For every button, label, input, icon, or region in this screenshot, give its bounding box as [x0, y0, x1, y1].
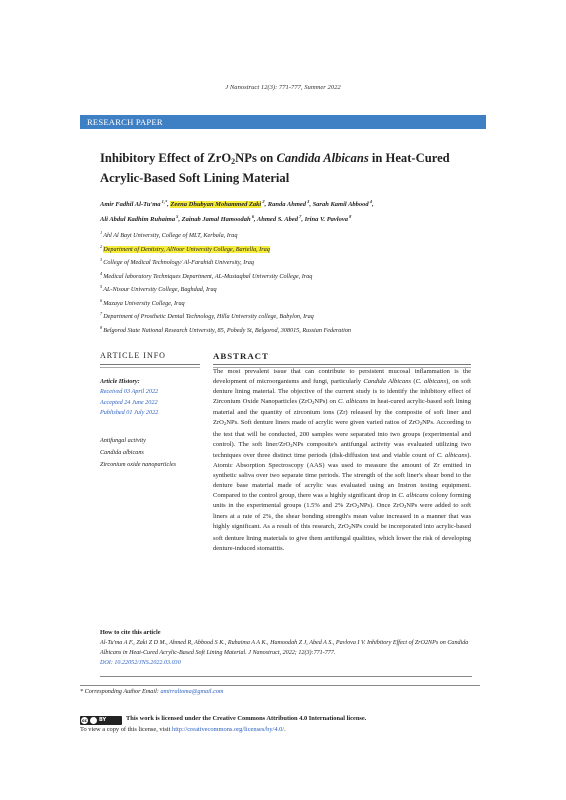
affiliation-number: 5 — [100, 284, 103, 289]
affiliation-text: Medical laboratory Techniques Department, AL-Mustaqbal University College, Iraq — [103, 272, 313, 280]
divider — [80, 685, 480, 686]
article-type-banner: RESEARCH PAPER — [80, 115, 486, 129]
author-name: Amir Fadhil Al-Tu'ma — [100, 201, 161, 209]
license-link-line: To view a copy of this license, visit http://creativecommons.org/licenses/by/4.0/. — [80, 726, 286, 733]
affiliation-text: College of Medical Technology/ Al-Farahidi University, Iraq — [103, 259, 254, 267]
affiliation-text: AL-Nisour University College, Baghdad, Iraq — [103, 286, 217, 294]
affiliation-number: 1 — [100, 230, 103, 235]
author-affiliation-marker: 7 — [298, 214, 302, 220]
author-affiliation-marker: 6 — [250, 214, 254, 220]
author-affiliation-marker: 3 — [306, 199, 310, 204]
author-affiliation-marker: 4 — [368, 199, 372, 204]
affiliation-item — [100, 226, 480, 240]
author-name: Ahmed S. Abed — [256, 216, 299, 224]
corresponding-author: * Corresponding Author Email: amirraltoma@gmail.com — [80, 688, 224, 695]
affiliation-number: 7 — [100, 311, 103, 316]
license-statement: This work is licensed under the Creative Commons Attribution 4.0 International license. — [126, 715, 367, 722]
author-affiliation-marker: 2 — [261, 199, 265, 204]
license-url-link[interactable]: http://creativecommons.org/licenses/by/4.0/ — [172, 726, 285, 733]
author-name: Ali Abdul Kadhim Ruhaima — [100, 216, 176, 224]
keyword: Antifungal activity — [100, 437, 146, 444]
history-published: Published 01 July 2022 — [100, 408, 159, 416]
affiliation-item — [100, 321, 480, 335]
keyword: Candida albicans — [100, 448, 144, 456]
license-badge-label: BY — [99, 717, 107, 723]
affiliation-text: Ahl Al Bayt University, College of MLT, Kerbala, Iraq — [103, 232, 238, 240]
article-history-heading: Article History: — [100, 378, 140, 385]
author-name: Zainab Jamal Hamoodah — [181, 216, 251, 224]
citation-text: Al-Tu'ma A F., Zaki Z D M., Ahmed R, Abbood S K., Ruhaima A A K., Hamoodah Z J, Abed A S., Pavlova I V. Inhibitory Effect of ZrO2NPs on Candida Albicans in Heat-Cured Acrylic-Based Soft Lining Material. J Nanostruct, 2022; 12(3):771-777. DOI: 10.22052/JNS.2022.03.030 — [100, 640, 469, 666]
affiliation-number: 4 — [100, 270, 103, 276]
doi-link[interactable]: DOI: 10.22052/JNS.2022.03.030 — [100, 660, 181, 666]
keyword: Zirconium oxide nanoparticles — [100, 460, 177, 468]
cc-icon: cc — [82, 718, 87, 723]
affiliation-item — [100, 240, 480, 254]
keyword-list — [100, 435, 215, 470]
affiliation-number: 6 — [100, 297, 103, 303]
history-received: Received 03 April 2022 — [100, 388, 159, 396]
affiliation-number: 8 — [100, 324, 103, 330]
affiliation-item — [100, 307, 480, 321]
journal-reference: J Nanostruct 12(3): 771-777, Summer 2022 — [225, 84, 341, 91]
affiliation-text: Department of Prosthetic Dental Technology, Hilla University college, Babylon, Iraq — [103, 313, 314, 321]
divider — [100, 364, 200, 365]
email-link[interactable]: amirraltoma@gmail.com — [160, 688, 224, 695]
affiliation-item — [100, 294, 480, 308]
author-list: Amir Fadhil Al-Tu'ma $^{1,*}$, Zeena Dhubyan Mohammed Zaki $^2$, Randa Ahmed $^3$, Sarah Kamil Abbood $^4$, Ali Abdul Kadhim Ruhaima $^5$, Zainab Jamal Hamoodah $^6$, Ahmed S. Abed $^7$, Irina V. Pavlova $^8$ — [100, 199, 374, 224]
article-info-heading: ARTICLE INFO — [100, 351, 166, 360]
affiliation-text: Mazaya University College, Iraq — [103, 299, 185, 307]
affiliation-number: 2 — [100, 243, 103, 249]
paper-title: Inhibitory Effect of ZrO$_2$NPs on Candida Albicans in Heat-Cured Acrylic-Based Soft Lining Material — [100, 151, 450, 185]
cc-by-license-icon[interactable] — [80, 716, 122, 725]
person-icon — [90, 717, 97, 724]
author-name: Zeena Dhubyan Mohammed Zaki — [170, 201, 262, 209]
abstract-text: The most prevalent issue that can contribute to persistent mucosal inflammation is the development of microorganisms and fungi, particularly Candida Albicans (C. albicans), on soft denture lining material. The objective of the current study is to identify the inhibitory effect of Zirconium Oxide Nanoparticles (ZrO$_2$NPs) on C. albicans in heat-cured acrylic-based soft lining material and the quantity of zirconium ions (Zr) released by the composite of soft liner and ZrO$_2$NPs. Soft denture liners made of acrylic were given varied ratios of ZrO$_2$NPs. According to the test that will be conducted, 200 samples were separated into two groups (experimental and control). The soft liner/ZrO$_2$NPs composite's antifungal activity was evaluated utilizing two techniques over three distinct time periods (disk-diffusion test and viable count of C. albicans). Atomic Absorption Spectroscopy (AAS) was used to measure the amount of Zr emitted in synthetic saliva over two separate time periods. The strength of the soft liner's shear bond to the denture base material made of acrylic was evaluated using an Instron testing equipment. Compared to the control group, there was a highly significant drop in C. albicans colony forming units in the experimental groups (1.5% and 2% ZrO$_2$NPs). Once ZrO$_2$NPs were added to soft liners at a rate of 2%, the shear bonding strength's mean value increased in a manner that was highly significant. As a result of this research, ZrO$_2$NPs could be incorporated into acrylic-based soft denture lining materials to give them antifungal qualities, which lower the risk of developing denture-induced stomatitis. — [213, 368, 472, 552]
author-affiliation-marker: 8 — [348, 214, 352, 220]
affiliation-list — [100, 226, 480, 334]
affiliation-text: Department of Dentistry, AlNoor University College, Bartella, Iraq — [103, 245, 270, 253]
affiliation-item — [100, 280, 480, 294]
author-name: Sarah Kamil Abbood — [312, 201, 369, 209]
author-affiliation-marker: 1,* — [160, 199, 168, 204]
abstract-heading: ABSTRACT — [213, 351, 269, 361]
affiliation-item — [100, 267, 480, 281]
affiliation-number: 3 — [100, 257, 103, 262]
history-accepted: Accepted 24 June 2022 — [100, 398, 158, 406]
divider — [213, 364, 471, 365]
divider — [100, 676, 472, 677]
affiliation-item — [100, 253, 480, 267]
author-affiliation-marker: 5 — [175, 214, 179, 220]
affiliation-text: Belgorod State National Research University, 85, Pobedy St, Belgorod, 308015, Russian Federation — [103, 326, 352, 334]
citation-heading: How to cite this article — [100, 629, 161, 636]
divider — [100, 367, 200, 368]
article-history — [100, 377, 210, 418]
author-name: Randa Ahmed — [267, 201, 307, 209]
author-name: Irina V. Pavlova — [304, 216, 348, 224]
